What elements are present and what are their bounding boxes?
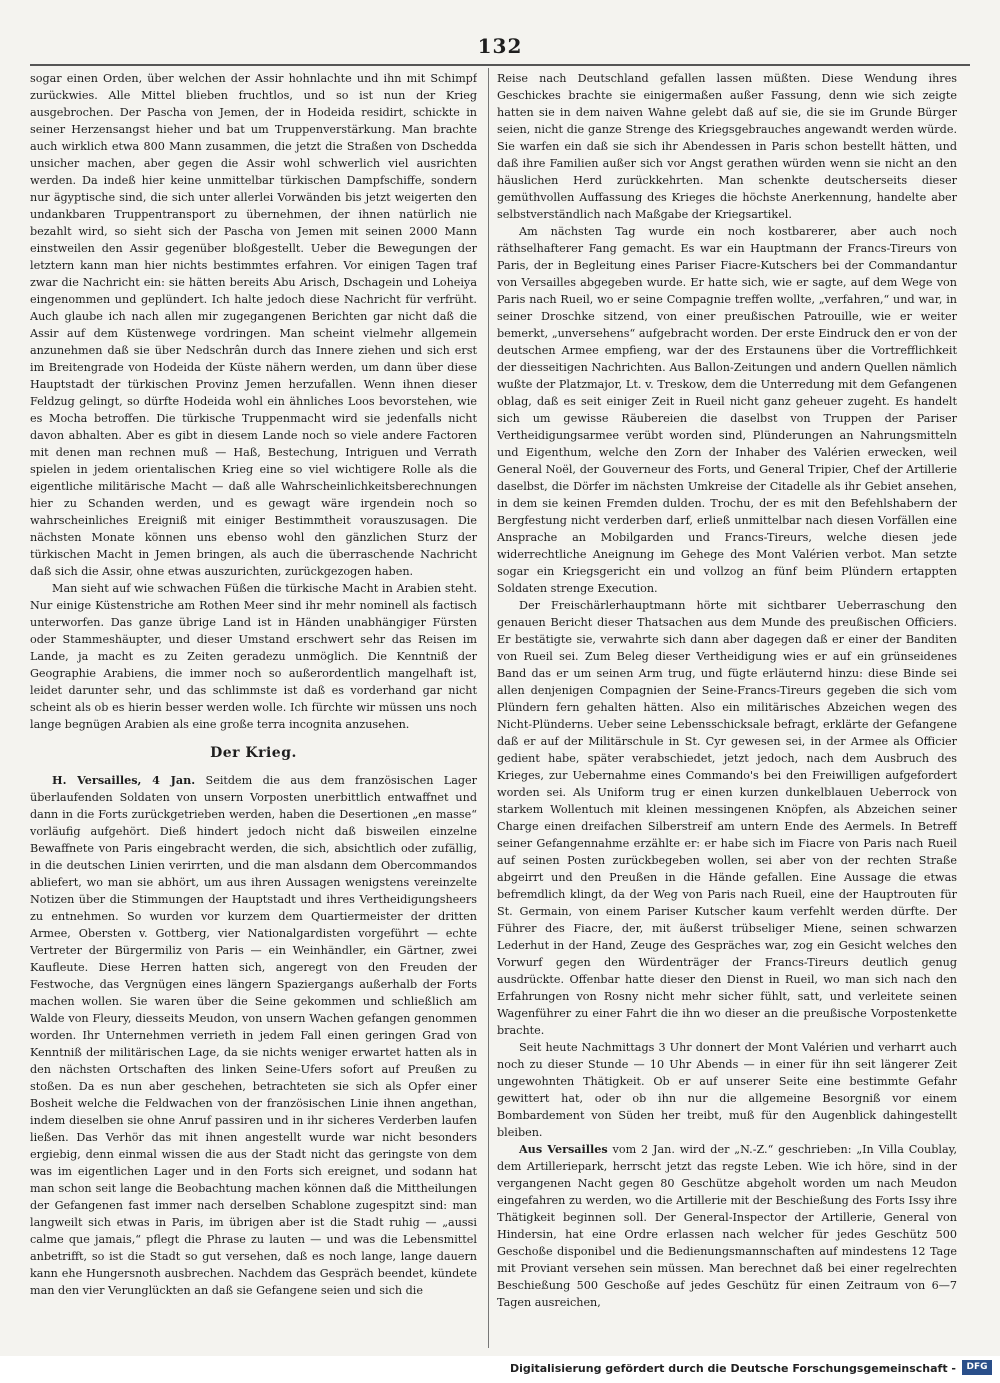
column-divider (488, 68, 489, 1348)
article-paragraph: Reise nach Deutschland gefallen lassen müßten. Diese Wendung ihres Geschickes brachte sie einigermaßen außer Fassung, denn wie sich zeigte hatten sie in dem naiven Wahne gelebt daß auf sie, die sie im Grunde Bürger seien, nicht die ganze Strenge des Kriegsgebrauches angewandt werden würde. Sie warfen ein daß sie sich ihr Abendessen in Paris schon bestellt hätten, und daß ihre Familien außer sich vor Angst gerathen würden wenn sie nicht an den häuslichen Herd zurückkehrten. Man schenkte deutscherseits dieser gemüthvollen Auffassung des Krieges die höchste Anerkennung, handelte aber selbstverständlich nach Maßgabe der Kriegsartikel. (497, 72, 957, 221)
article-paragraph: Der Freischärlerhauptmann hörte mit sichtbarer Ueberraschung den genauen Bericht dieser Thatsachen aus dem Munde des preußischen Officiers. Er bestätigte sie, verwahrte sich dann aber dagegen daß er einer der Banditen von Rueil sei. Zum Beleg dieser Vertheidigung wies er auf ein grünseidenes Band das er um seinen Arm trug, und fügte erläuternd hinzu: diese Binde sei allen denjenigen Compagnien der Seine-Francs-Tireurs gegeben die sich vom Plündern fern gehalten hätten. Also ein militärisches Abzeichen wegen des Nicht-Plünderns. Ueber seine Lebensschicksale befragt, erklärte der Gefangene daß er auf der Militärschule in St. Cyr gewesen sei, in der Armee als Officier gedient habe, später verabschiedet, jetzt jedoch, nach dem Ausbruch des Krieges, zur Uebernahme eines Commando's bei den Freiwilligen aufgefordert worden sei. Als Uniform trug er einen kurzen dunkelblauen Ueberrock von starkem Wollentuch mit kleinen messingenen Knöpfen, als Abzeichen seiner Charge einen dreifachen Silberstreif am untern Ende des Aermels. In Betreff seiner Gefangennahme erzählte er: er habe sich im Fiacre von Paris nach Rueil auf seinen Posten zurückbegeben wollen, sei aber von der rechten Straße abgeirrt und den Preußen in die Hände gefallen. Eine Aussage die etwas befremdlich klingt, da der Weg von Paris nach Rueil, eine der Hauptrouten für St. Germain, von einem Pariser Kutscher kaum verfehlt werden dürfte. Der Führer des Fiacre, der, mit äußerst trübseliger Miene, seinen schwarzen Lederhut in der Hand, Zeuge des Gespräches war, zog ein Gesicht welches den Vorwurf gegen den Würdenträger der Francs-Tireurs deutlich genug ausdrückte. Offenbar hatte dieser den Dienst in Rueil, wo man sich nach den Erfahrungen von Rosny nicht mehr sicher fühlt, satt, und verleitete seinen Wagenführer zu einer Fahrt die ihn wo dieser an die preußische Vorpostenkette brachte. (497, 599, 957, 1037)
war-report (30, 772, 477, 1299)
article-paragraph: sogar einen Orden, über welchen der Assir hohnlachte und ihn mit Schimpf zurückwies. Alle Mittel blieben fruchtlos, und so ist nun der Krieg ausgebrochen. Der Pascha von Jemen, der in Hodeida residirt, schickte in seiner Herzensangst hieher und bat um Truppenverstärkung. Man brachte auch wirklich etwa 800 Mann zusammen, die jetzt die Straßen von Dschedda unsicher machen, aber gegen die Assir wohl schwerlich viel ausrichten werden. Da indeß hier keine unmittelbar türkischen Dampfschiffe, sondern nur ägyptische sind, die sich unter allerlei Vorwänden bis jetzt weigerten den undankbaren Truppentransport zu übernehmen, der ihnen natürlich nie bezahlt wird, so sieht sich der Pascha von Jemen mit seinen 2000 Mann einstweilen den Assir gegenüber bloßgestellt. Ueber die Bewegungen der letztern kann man hier nichts bestimmtes erfahren. Vor einigen Tagen traf zwar die Nachricht ein: sie hätten bereits Abu Arisch, Dschagein und Loheiya eingenommen und geplündert. Ich halte jedoch diese Nachricht für verfrüht. Auch glaube ich nach allen mir zugegangenen Berichten gar nicht daß die Assir auf dem Küstenwege vordringen. Man scheint vielmehr allgemein anzunehmen daß sie über Nedschrân durch das Innere ziehen und sich erst im Breitengrade von Hodeida der Küste nähern werden, um dann über diese Hauptstadt der türkischen Provinz Jemen herzufallen. Wenn ihnen dieser Feldzug gelingt, so dürfte Hodeida wohl ein ähnliches Loos bevorstehen, wie es Mocha betroffen. Die türkische Truppenmacht wird sie jedenfalls nicht davon abhalten. Aber es gibt in diesem Lande noch so viele andere Factoren mit denen man rechnen muß — Haß, Bestechung, Intriguen und Verrath spielen in jedem orientalischen Krieg eine so viel wichtigere Rolle als die eigentliche militärische Macht — daß alle Wahrscheinlichkeitsberechnungen hier zu Schanden werden, und es gewagt wäre irgendein noch so wahrscheinliches Ereigniß mit einiger Bestimmtheit vorauszusagen. Die nächsten Monate können uns ebenso wohl den gänzlichen Sturz der türkischen Macht in Jemen bringen, als auch die überraschende Nachricht daß sich die Assir, ohne etwas auszurichten, zurückgezogen haben. (30, 72, 477, 578)
article-paragraph (497, 1141, 957, 1311)
page-number: 132 (477, 34, 523, 58)
article-paragraph: Am nächsten Tag wurde ein noch kostbarerer, aber auch noch räthselhafterer Fang gemacht. Es war ein Hauptmann der Francs-Tireurs von Paris, der in Begleitung eines Pariser Fiacre-Kutschers bei der Commandantur von Versailles abgegeben wurde. Er hatte sich, wie er sagte, auf dem Wege von Paris nach Rueil, wo er seine Compagnie treffen wollte, „verfahren,“ und war, in seiner Droschke sitzend, von einer preußischen Patrouille, wie er weiter bemerkt, „unversehens“ aufgebracht worden. Der erste Eindruck den er von der deutschen Armee empfieng, war der des Erstaunens über die Vortrefflichkeit der diesseitigen Nachrichten. Aus Ballon-Zeitungen und andern Quellen nämlich wußte der Platzmajor, Lt. v. Treskow, dem die Unterredung mit dem Gefangenen oblag, daß es seit einiger Zeit in Rueil nicht ganz geheuer zugeht. Es handelt sich um gewisse Räubereien die daselbst von Truppen der Pariser Vertheidigungsarmee verübt worden sind, Plünderungen an Nahrungsmitteln und Eigenthum, welche den Zorn der Inhaber des Valérien erwecken, weil General Noël, der Gouverneur des Forts, und General Tripier, Chef der Artillerie daselbst, die Dörfer im nächsten Umkreise der Citadelle als ihr Gebiet ansehen, in dem sie keinen Fremden dulden. Trochu, der es mit den Befehlshabern der Bergfestung nicht verderben darf, erließ unmittelbar nach diesen Vorfällen eine Ansprache an Mobilgarden und Francs-Tireurs, welche diesen jede widerrechtliche Aneignung im Gehege des Mont Valérien verbot. Man setzte sogar ein Kriegsgericht ein und vollzog an fünf beim Plündern ertappten Soldaten strenge Execution. (497, 225, 957, 595)
article-paragraph: Seit heute Nachmittags 3 Uhr donnert der Mont Valérien und verharrt auch noch zu dieser Stunde — 10 Uhr Abends — in einer für ihn seit längerer Zeit ungewohnten Thätigkeit. Ob er auf unserer Seite eine bestimmte Gefahr gewittert hat, oder ob ihn nur die allgemeine Besorgniß vor einem Bombardement von Süden her treibt, muß für den Augenblick dahingestellt bleiben. (497, 1041, 957, 1139)
war-report-text: Seitdem die aus dem französischen Lager überlaufenden Soldaten von unsern Vorposten unerbittlich entwaffnet und dann in die Forts zurückgetrieben werden, haben die Desertionen „en masse“ vorläufig aufgehört. Dieß hindert jedoch nicht daß bisweilen einzelne Bewaffnete von Paris eingebracht werden, die sich, absichtlich oder zufällig, in die deutschen Linien verirrten, und die man alsdann dem Obercommandos abliefert, wo man sie abhört, um aus ihren Aussagen wenigstens vereinzelte Notizen über die Stimmungen der Hauptstadt und ihres Vertheidigungsheers zu entnehmen. So wurden vor kurzem dem Quartiermeister der dritten Armee, Obersten v. Gottberg, vier Nationalgardisten vorgeführt — echte Vertreter der Bürgermiliz von Paris — ein Weinhändler, ein Gärtner, zwei Kaufleute. Diese Herren hatten sich, angeregt von den Freuden der Festwoche, das Vergnügen eines längern Spaziergangs außerhalb der Forts machen wollen. Sie waren über die Seine gekommen und schließlich am Walde von Fleury, diesseits Meudon, von unsern Wachen gefangen genommen worden. Ihr Unternehmen verrieth in jedem Fall einen geringen Grad von Kenntniß der militärischen Lage, da sie nichts weniger erwartet hatten als in den nächsten Ortschaften des linken Seine-Ufers sofort auf Preußen zu stoßen. Da es nun aber geschehen, betrachteten sie sich als Opfer einer Bosheit welche die Feldwachen von der französischen Linie ihnen angethan, indem dieselben sie ohne Anruf passiren und in ihr sicheres Verderben laufen ließen. Das Verhör das mit ihnen angestellt wurde war nicht besonders ergiebig, denn einmal wissen die aus der Stadt nicht das geringste von dem was im eigentlichen Lager und in den Forts sich ereignet, und sodann hat man schon seit lange die Beobachtung machen können daß die Mittheilungen der Gefangenen fast immer nach derselben Schablone zugespitzt sind: man langweilt sich etwas in Paris, im übrigen aber ist die Stadt ruhig — „aussi calme que jamais,“ pflegt die Phrase zu lauten — und was die Lebensmittel anbetrifft, so ist die Stadt so gut versehen, daß es noch lange, lange dauern kann ehe Hungersnoth ausbrechen. Nachdem das Gespräch beendet, kündete man den vier Verunglückten an daß sie Gefangene seien und sich die (30, 774, 477, 1297)
article-paragraph: Man sieht auf wie schwachen Füßen die türkische Macht in Arabien steht. Nur einige Küstenstriche am Rothen Meer sind ihr mehr nominell als factisch unterworfen. Das ganze übrige Land ist in Händen unabhängiger Fürsten oder Stammeshäupter, und dieser Umstand erschwert sehr das Reisen im Lande, ja macht es zu Zeiten geradezu unmöglich. Die Kenntniß der Geographie Arabiens, die immer noch so außerordentlich mangelhaft ist, leidet darunter sehr, und das schlimmste ist daß es vorderhand gar nicht scheint als ob es hierin besser werden wolle. Ich fürchte wir müssen uns noch lange begnügen Arabien als eine große terra incognita anzusehen. (30, 582, 477, 731)
article-text: vom 2 Jan. wird der „N.-Z.“ geschrieben: „In Villa Coublay, dem Artilleriepark, herrscht jetzt das regste Leben. Wie ich höre, sind in der vergangenen Nacht gegen 80 Geschütze abgeholt worden um nach Meudon eingefahren zu werden, wo die Artillerie mit der Beschießung des Forts Issy ihre Thätigkeit beginnen soll. Der General-Inspector der Artillerie, General von Hindersin, hat eine Ordre erlassen nach welcher für jedes Geschütz 500 Geschoße disponibel und die Bedienungsmannschaften auf mindestens 12 Tage mit Proviant versehen sein müssen. Man berechnet daß bei einer regelrechten Beschießung 500 Geschoße auf jedes Geschütz für einen Zeitraum von 6—7 Tagen ausreichen, (497, 1143, 957, 1309)
footer-credit: Digitalisierung gefördert durch die Deutsche Forschungsgemeinschaft - (509, 1362, 956, 1375)
dateline: H. Versailles, 4 Jan. (52, 773, 196, 787)
header-rule (30, 64, 970, 66)
dateline: Aus Versailles (519, 1142, 608, 1156)
dfg-logo[interactable]: DFG (962, 1360, 992, 1375)
left-column (30, 70, 477, 1352)
section-heading: Der Krieg. (210, 745, 297, 761)
right-column (497, 70, 957, 1352)
